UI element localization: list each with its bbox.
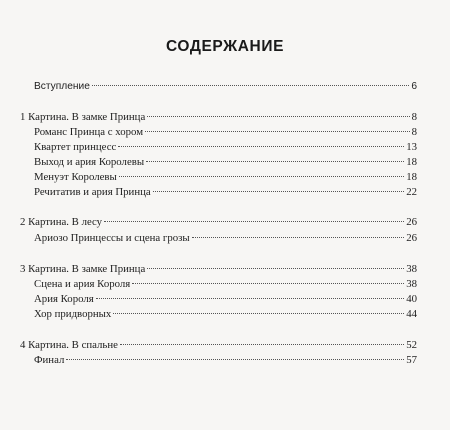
toc-entry-label: Речитатив и ария Принца — [34, 186, 151, 198]
dot-leader — [92, 85, 409, 86]
toc-entry-page: 52 — [406, 339, 417, 351]
toc-entry-label: Романс Принца с хором — [34, 126, 144, 138]
toc-entry[interactable] — [34, 293, 417, 306]
toc-entry-page: 57 — [406, 354, 417, 366]
toc-entry[interactable] — [34, 308, 417, 321]
toc-entry-page: 6 — [411, 81, 417, 92]
toc-entry-scene-1[interactable] — [20, 111, 417, 124]
toc-entry-page: 26 — [406, 216, 417, 228]
toc-entry-label: 2 Картина. В лесу — [20, 216, 103, 228]
dot-leader — [153, 191, 405, 192]
toc-entry[interactable] — [34, 126, 417, 139]
toc-entry-scene-2[interactable] — [20, 216, 417, 229]
toc-entry-label: Сцена и ария Короля — [34, 278, 131, 290]
toc-entry-page: 18 — [406, 171, 417, 183]
dot-leader — [66, 359, 404, 360]
dot-leader — [120, 344, 404, 345]
toc-entry[interactable] — [34, 278, 417, 291]
toc-entry-label: Вступление — [34, 81, 90, 92]
toc-entry-page: 40 — [406, 293, 417, 305]
dot-leader — [119, 176, 404, 177]
toc-entry-label: Ариозо Принцессы и сцена грозы — [34, 232, 190, 244]
toc-entry-label: Выход и ария Королевы — [34, 156, 145, 168]
toc-entry-page: 18 — [406, 156, 417, 168]
dot-leader — [118, 146, 404, 147]
toc-entry-label: Ария Короля — [34, 293, 94, 305]
toc-entry-page: 38 — [406, 278, 417, 290]
dot-leader — [147, 116, 409, 117]
toc-entry[interactable] — [34, 156, 417, 169]
toc-entry-intro[interactable] — [34, 80, 417, 93]
toc-entry-page: 8 — [411, 111, 417, 123]
toc-entry-page: 26 — [406, 232, 417, 244]
toc-entry[interactable] — [34, 141, 417, 154]
dot-leader — [145, 131, 410, 132]
dot-leader — [132, 283, 404, 284]
toc-entry-scene-4[interactable] — [20, 339, 417, 352]
page-title: СОДЕРЖАНИЕ — [165, 38, 285, 55]
toc-entry[interactable] — [34, 232, 417, 245]
toc-entry-page: 8 — [411, 126, 417, 138]
toc-entry-label: 3 Картина. В замке Принца — [20, 263, 146, 275]
toc-entry-label: 4 Картина. В спальне — [20, 339, 118, 351]
toc-entry[interactable] — [34, 354, 417, 367]
toc-entry-label: Финал — [34, 354, 65, 366]
toc-entry-label: Менуэт Королевы — [34, 171, 117, 183]
toc-entry-scene-3[interactable] — [20, 263, 417, 276]
toc-entry-page: 44 — [406, 308, 417, 320]
toc-entry-label: 1 Картина. В замке Принца — [20, 111, 146, 123]
toc-entry-page: 38 — [406, 263, 417, 275]
toc-entry-page: 22 — [406, 186, 417, 198]
dot-leader — [147, 268, 404, 269]
toc-entry[interactable] — [34, 186, 417, 199]
dot-leader — [104, 221, 404, 222]
toc-entry-label: Хор придворных — [34, 308, 112, 320]
toc-entry[interactable] — [34, 171, 417, 184]
dot-leader — [146, 161, 404, 162]
dot-leader — [113, 313, 404, 314]
toc-entry-label: Квартет принцесс — [34, 141, 117, 153]
dot-leader — [96, 298, 404, 299]
toc-entry-page: 13 — [406, 141, 417, 153]
dot-leader — [192, 237, 405, 238]
